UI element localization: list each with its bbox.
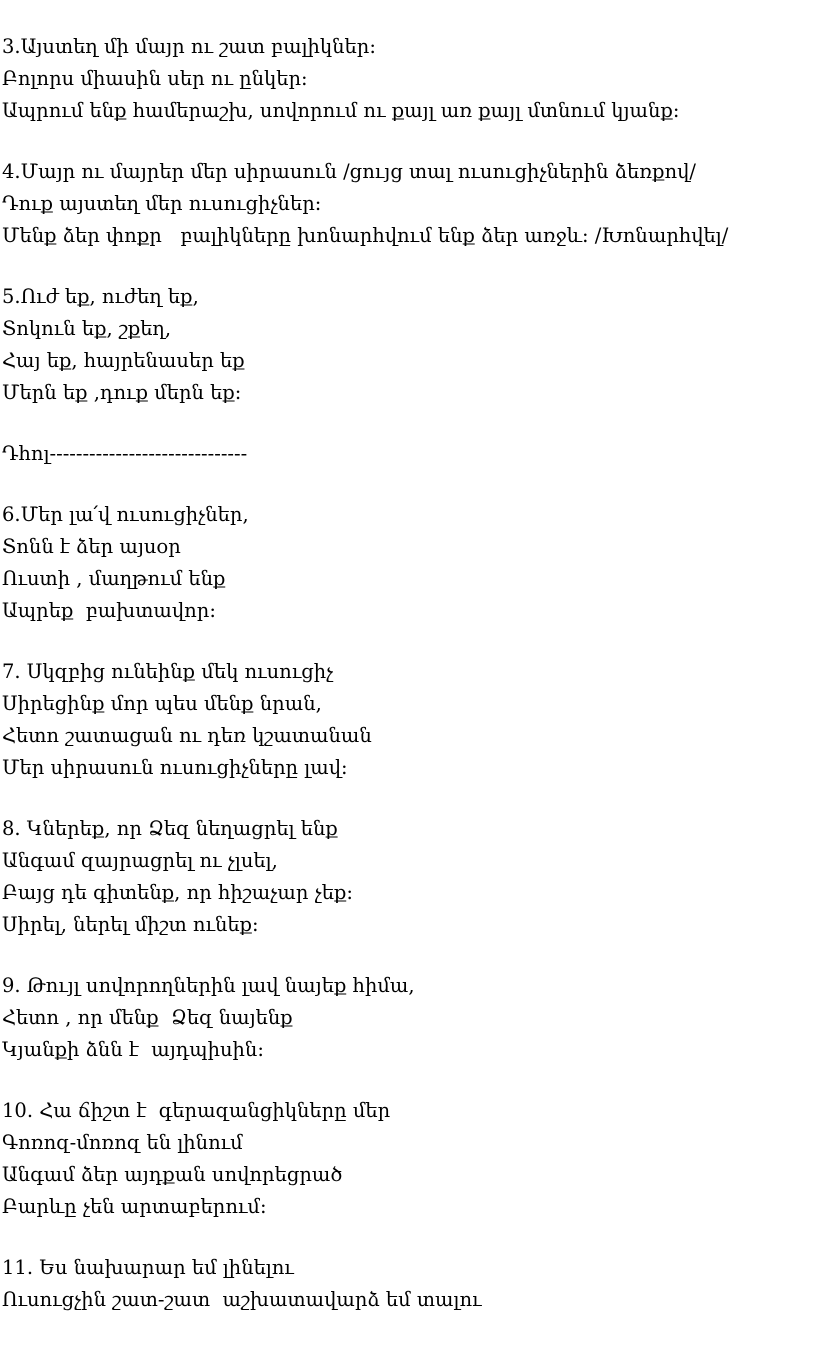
- document-page: [2, 31, 812, 1345]
- text-line: 11. Ես նախարար եմ լինելու: [2, 1256, 294, 1279]
- stanza-dhol: [2, 438, 812, 470]
- stanza-11: [2, 1252, 812, 1316]
- text-line: Անգամ զայրացրել ու չլսել,: [2, 849, 278, 872]
- text-line: Ապրեք բախտավոր:: [2, 599, 216, 622]
- text-line: Դհոլ------------------------------: [2, 442, 248, 465]
- stanza-6: [2, 499, 812, 627]
- stanza-8: [2, 813, 812, 941]
- text-line: 6.Մեր լա՛վ ուսուցիչներ,: [2, 503, 249, 526]
- text-line: Գոռոզ-մոռոզ են լինում: [2, 1131, 243, 1154]
- stanza-4: [2, 156, 812, 252]
- text-line: Հետո շատացան ու դեռ կշատանան: [2, 724, 372, 747]
- stanza-3: [2, 31, 812, 127]
- text-line: Սիրեցինք մոր պես մենք նրան,: [2, 692, 322, 715]
- text-line: Մեր սիրասուն ուսուցիչները լավ:: [2, 756, 348, 779]
- text-line: 5.Ուժ եք, ուժեղ եք,: [2, 285, 199, 308]
- text-line: Դուք այստեղ մեր ուսուցիչներ:: [2, 192, 322, 215]
- text-line: Մերն եք ,դուք մերն եք:: [2, 381, 242, 404]
- text-line: 4.Մայր ու մայրեր մեր սիրասուն /ցույց տալ ուսուցիչներին ձեռքով/: [2, 160, 696, 183]
- text-line: Բարևը չեն արտաբերում:: [2, 1195, 267, 1218]
- text-line: Բոլորս միասին սեր ու ընկեր:: [2, 67, 308, 90]
- text-line: Տոկուն եք, շքեղ,: [2, 317, 172, 340]
- text-line: Ուստի , մաղթում ենք: [2, 567, 226, 590]
- text-line: 9. Թույլ սովորողներին լավ նայեք հիմա,: [2, 974, 415, 997]
- text-line: Հետո , որ մենք Ձեզ նայենք: [2, 1006, 293, 1029]
- stanza-9: [2, 970, 812, 1066]
- text-line: Մենք ձեր փոքր բալիկները խոնարհվում ենք ձեր առջև: /Խոնարհվել/: [2, 224, 729, 247]
- stanza-7: [2, 656, 812, 784]
- text-line: Ապրում ենք համերաշխ, սովորում ու քայլ առ քայլ մտնում կյանք:: [2, 99, 680, 122]
- text-line: 7. Սկզբից ունեինք մեկ ուսուցիչ: [2, 660, 334, 683]
- text-line: Ուսուցչին շատ-շատ աշխատավարձ եմ տալու: [2, 1288, 482, 1311]
- text-line: 8. Կներեք, որ Ձեզ նեղացրել ենք: [2, 817, 338, 840]
- text-line: Սիրել, ներել միշտ ունեք:: [2, 913, 259, 936]
- stanza-5: [2, 281, 812, 409]
- text-line: Կյանքի ձնն է այդպիսին:: [2, 1038, 264, 1061]
- text-line: 3.Այստեղ մի մայր ու շատ բալիկներ:: [2, 35, 376, 58]
- text-line: 10. Հա ճիշտ է գերազանցիկները մեր: [2, 1099, 391, 1122]
- text-line: Բայց դե գիտենք, որ հիշաչար չեք:: [2, 881, 353, 904]
- text-line: Տոնն է ձեր այսօր: [2, 535, 181, 558]
- stanza-10: [2, 1095, 812, 1223]
- text-line: Անգամ ձեր այդքան սովորեցրած: [2, 1163, 343, 1186]
- text-line: Հայ եք, հայրենասեր եք: [2, 349, 245, 372]
